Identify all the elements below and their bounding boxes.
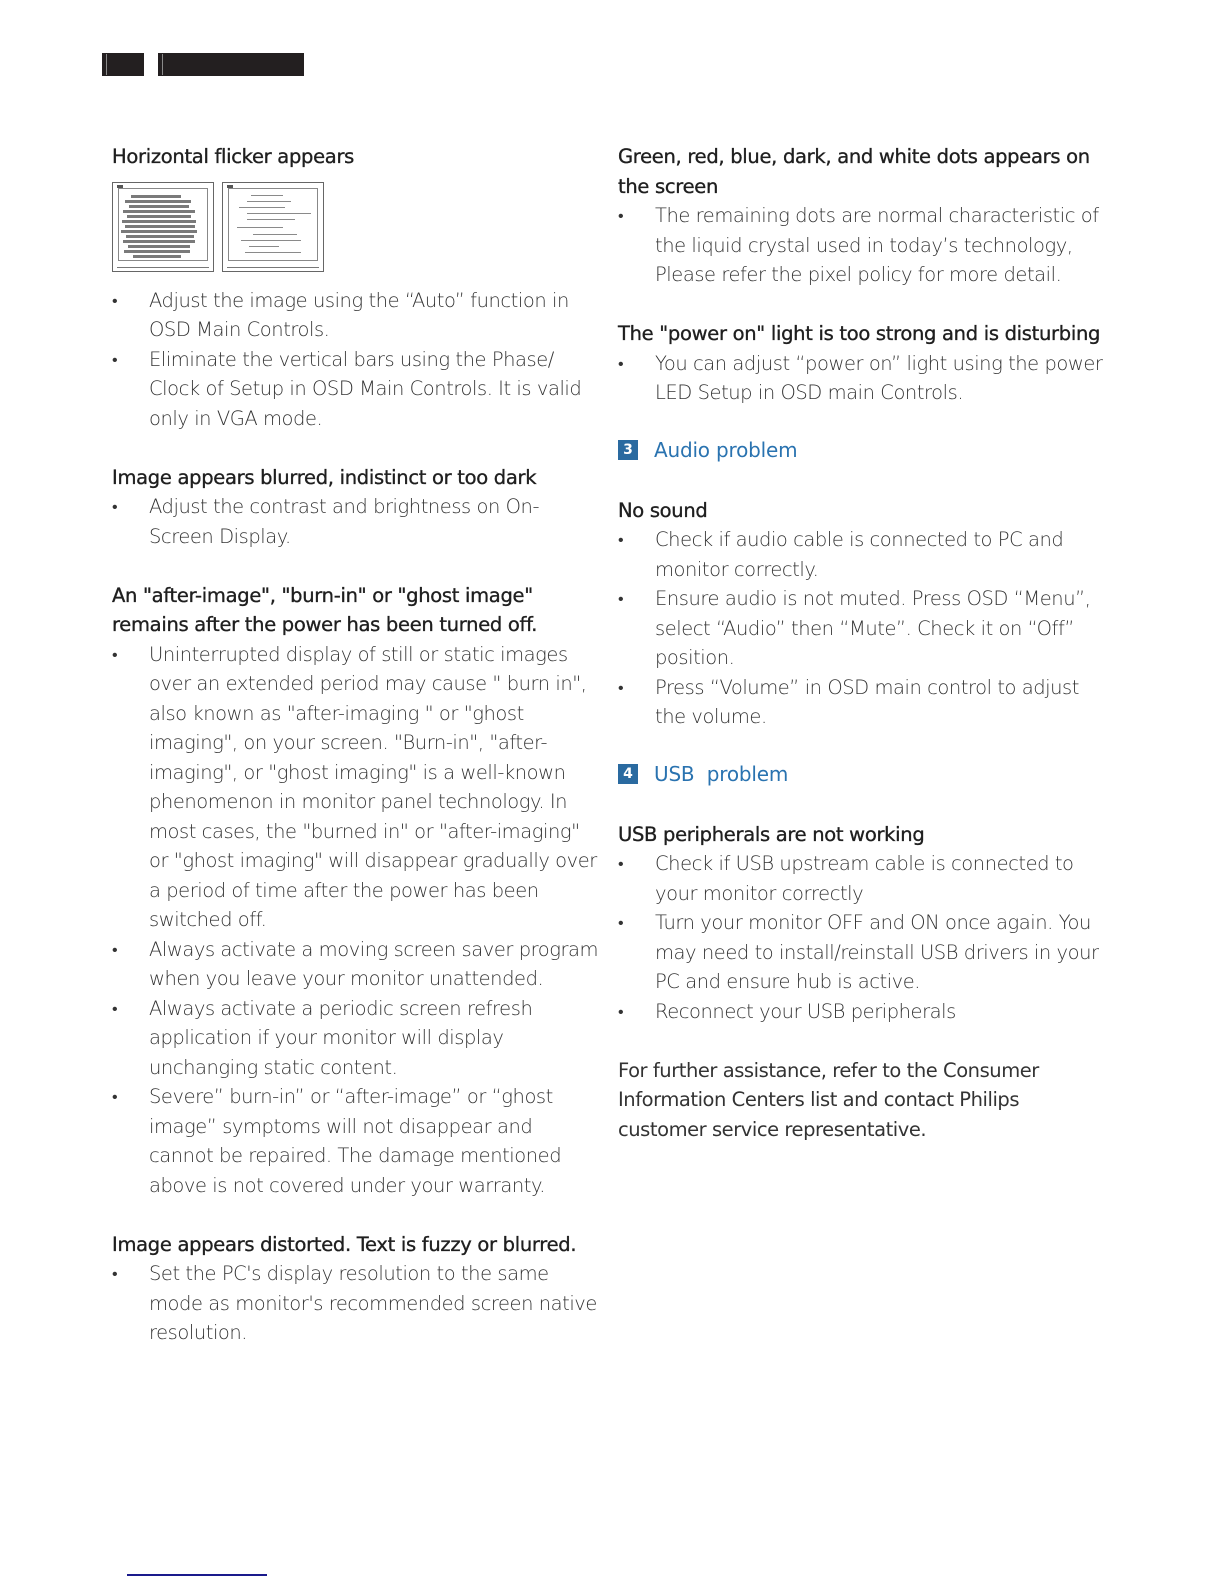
list-item: • Adjust the contrast and brightness on On-Screen Display. bbox=[112, 492, 602, 551]
list-item: • Turn your monitor OFF and ON once again. You may need to install/reinstall USB drivers in your PC and ensure hub is active. bbox=[618, 908, 1108, 997]
list-item: • You can adjust “power on” light using the power LED Setup in OSD main Controls. bbox=[618, 349, 1108, 408]
left-column bbox=[112, 142, 602, 1348]
no-sound-bullets bbox=[618, 525, 1108, 732]
heading-after-image: An "after-image", "burn-in" or "ghost image" remains after the power has been turned off. bbox=[112, 583, 538, 636]
list-item: • Set the PC's display resolution to the same mode as monitor's recommended screen native resolution. bbox=[112, 1259, 602, 1348]
section-no-sound bbox=[618, 496, 1108, 732]
heading-usb-peripherals: USB peripherals are not working bbox=[618, 822, 925, 846]
list-item: • The remaining dots are normal characteristic of the liquid crystal used in today’s technology, Please refer the pixel policy for more detail. bbox=[618, 201, 1108, 290]
heading-power-light: The "power on" light is too strong and is disturbing bbox=[618, 322, 1101, 345]
section-dots bbox=[618, 142, 1108, 290]
section-title-label: USB problem bbox=[654, 761, 789, 786]
section-title-usb bbox=[618, 759, 1108, 789]
section-horizontal-flicker bbox=[112, 142, 602, 433]
list-item: • Press “Volume” in OSD main control to adjust the volume. bbox=[618, 673, 1108, 732]
section-image-distorted bbox=[112, 1230, 602, 1348]
heading-image-distorted: Image appears distorted. Text is fuzzy or blurred. bbox=[112, 1232, 577, 1256]
section-title-audio bbox=[618, 435, 1108, 465]
usb-bullets bbox=[618, 849, 1108, 1026]
page-number-tab bbox=[102, 53, 144, 76]
heading-dots: Green, red, blue, dark, and white dots appears on the screen bbox=[618, 145, 1090, 198]
afterimage-bullets bbox=[112, 640, 602, 1201]
heading-no-sound: No sound bbox=[618, 498, 708, 522]
blurred-bullets bbox=[112, 492, 602, 551]
section-title-tab bbox=[158, 53, 304, 76]
list-item: • Check if audio cable is connected to PC and monitor correctly. bbox=[618, 525, 1108, 584]
monitor-flicker-icon bbox=[112, 182, 214, 272]
section-number-badge: 4 bbox=[618, 764, 638, 784]
list-item: • Always activate a moving screen saver program when you leave your monitor unattended. bbox=[112, 935, 602, 994]
monitor-normal-icon bbox=[222, 182, 324, 272]
list-item: • Uninterrupted display of still or static images over an extended period may cause " burn in", also known as "after-imaging " or "ghost imaging", on your screen. "Burn-in", "after-imaging", or "ghost imaging" is a well-known phenomenon in monitor panel technology. In most cases, the "burned in" or "after-imaging" or "ghost imaging" will disappear gradually over a period of time after the power has been switched off. bbox=[112, 640, 602, 935]
distorted-bullets bbox=[112, 1259, 602, 1348]
heading-image-blurred: Image appears blurred, indistinct or too dark bbox=[112, 465, 537, 489]
right-column bbox=[618, 142, 1108, 1144]
list-item: • Always activate a periodic screen refresh application if your monitor will display unchanging static content. bbox=[112, 994, 602, 1083]
power-light-bullets bbox=[618, 349, 1108, 408]
assistance-note: For further assistance, refer to the Consumer Information Centers list and contact Philips customer service representative. bbox=[618, 1058, 1039, 1141]
flicker-figure bbox=[112, 182, 602, 272]
list-item: • Severe” burn-in” or “after-image” or “ghost image” symptoms will not disappear and cannot be repaired. The damage mentioned above is not covered under your warranty. bbox=[112, 1082, 602, 1200]
list-item: • Ensure audio is not muted. Press OSD “Menu”, select “Audio” then “Mute”. Check it on “Off” position. bbox=[618, 584, 1108, 673]
section-usb-peripherals bbox=[618, 820, 1108, 1027]
list-item: • Adjust the image using the “Auto” function in OSD Main Controls. bbox=[112, 286, 602, 345]
dots-bullets bbox=[618, 201, 1108, 290]
flicker-bullets bbox=[112, 286, 602, 434]
list-item: • Check if USB upstream cable is connected to your monitor correctly bbox=[618, 849, 1108, 908]
list-item: • Eliminate the vertical bars using the Phase/ Clock of Setup in OSD Main Controls. It is valid only in VGA mode. bbox=[112, 345, 602, 434]
section-after-image bbox=[112, 581, 602, 1201]
section-image-blurred bbox=[112, 463, 602, 552]
section-title-label: Audio problem bbox=[654, 437, 798, 462]
heading-horizontal-flicker: Horizontal flicker appears bbox=[112, 145, 355, 168]
footer-rule bbox=[127, 1574, 267, 1576]
section-power-light bbox=[618, 319, 1108, 408]
section-number-badge: 3 bbox=[618, 440, 638, 460]
list-item: • Reconnect your USB peripherals bbox=[618, 997, 1108, 1027]
